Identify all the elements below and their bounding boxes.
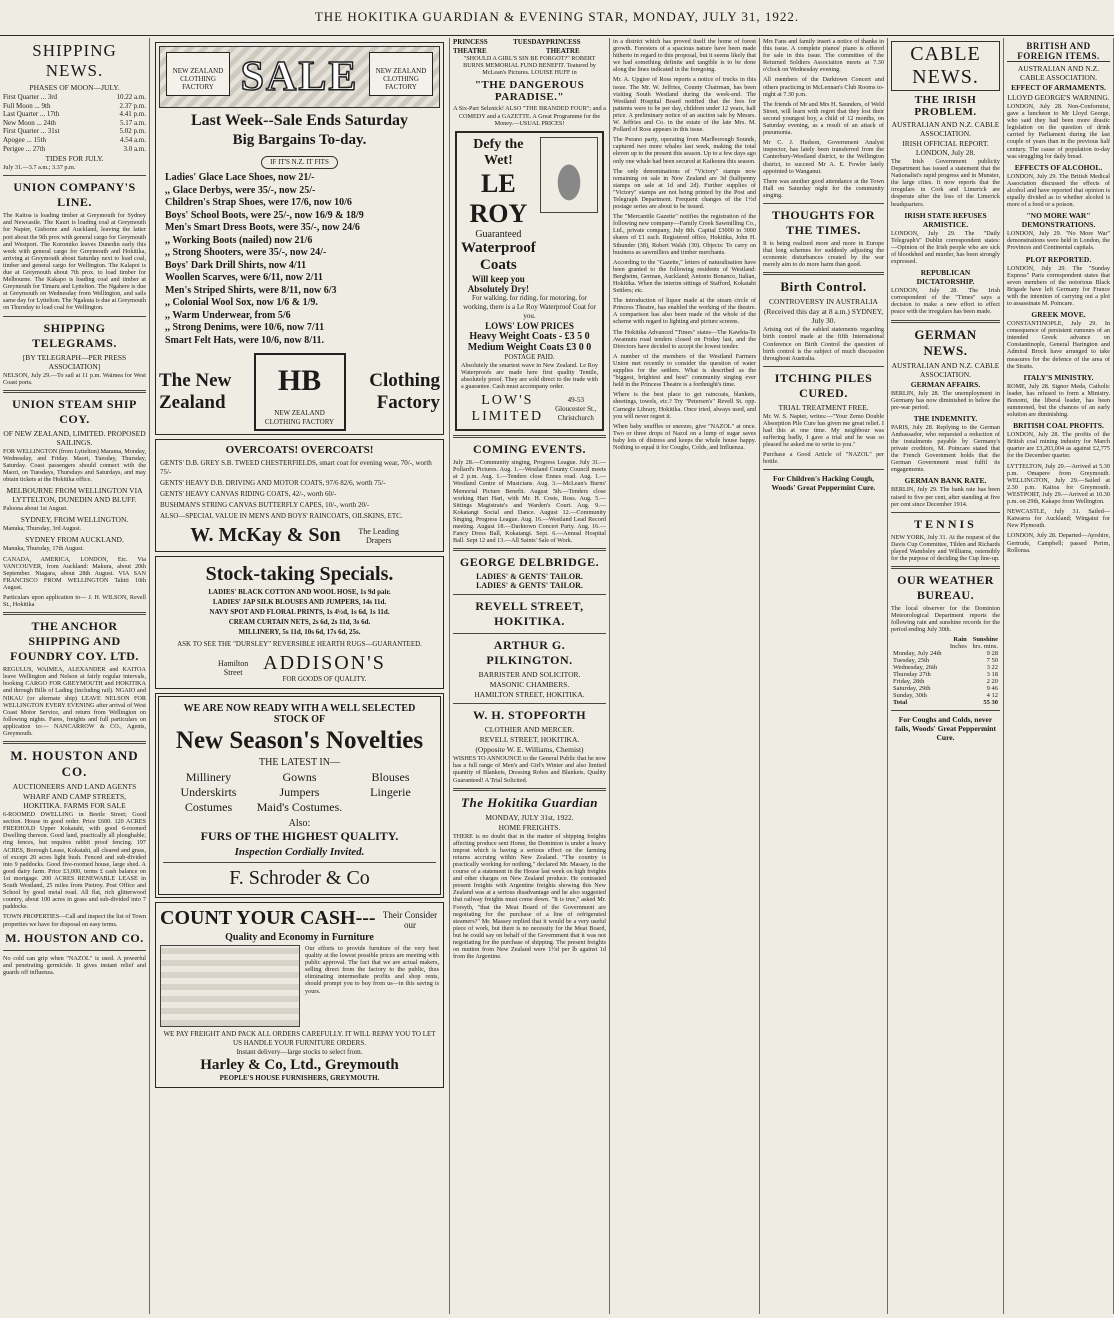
birth-control-sub2: (Received this day at 8 a.m.) SYDNEY, July 30.: [763, 307, 884, 326]
local-news-7: The introduction of liquor made at the steam circle of Princess Theatre, has enabled the working of the theatre. A comparison has also been made of the whole of the scheme with regard to lighting and picture screens.: [613, 297, 756, 326]
moon-phase-time: 10.22 a.m.: [116, 93, 146, 101]
weather-sunshine: 4 12: [986, 692, 998, 700]
theatre-title: "THE DANGEROUS PARADISE.": [474, 79, 585, 104]
delbridge-line: LADIES' & GENTS' TAILOR.: [476, 572, 583, 582]
schroder-heading: WE ARE NOW READY WITH A WELL SELECTED STOCK OF: [183, 703, 416, 725]
schroder-grid-cell: Maid's Costumes.: [256, 800, 343, 814]
armistice-text: LONDON, July 29. The "Daily Telegraph's" Dublin correspondent states:—Opinion of the Irish people who are sick of bloodshed and murder, has been strongly expressed.: [891, 229, 1000, 266]
moon-row: [3, 127, 146, 136]
local-news-11: When baby snuffles or sneezes, give "NAZOL" at once. Two or three drops of Nazol on a lump of sugar saves baby lots of distress and keeps the whole house happy. Nothing to equal it for Coughs, Colds, and Influenza.: [613, 422, 756, 451]
weather-unit-rain: Inches: [949, 643, 967, 651]
weather-row: [891, 650, 1000, 657]
schroder-name: F. Schroder & Co: [229, 867, 370, 889]
addison-street: Hamilton Street: [218, 659, 249, 677]
sale-item: Boys' Dark Drill Shirts, now 4/11: [165, 259, 307, 271]
bank-rate-heading: GERMAN BANK RATE.: [904, 476, 987, 486]
nz-clothing-sale-ad: [155, 42, 444, 435]
column-theatre-events: [450, 38, 610, 1314]
sydney-auckland-text: Manuka, Thursday, 17th August.: [3, 545, 84, 553]
leroy-small: Absolutely the smartest wave in New Zealand. Le Roy Waterproofs are made here first quality Tentile, absolutely proof. They are sold direct to the trade with a guarantee. Cash must accompany order.: [461, 361, 598, 391]
brit-heading: BRITISH AND FOREIGN ITEMS.: [1007, 41, 1110, 62]
birth-control-sub: CONTROVERSY IN AUSTRALIA: [769, 297, 878, 307]
schroder-invite: Inspection Cordially Invited.: [234, 846, 365, 858]
sale-item: ,, Warm Underwear, from 5/6: [165, 309, 291, 321]
usc-text: FOR WELLINGTON (from Lyttelton) Marama, Monday, Wednesday, and Friday. Maori, Tuesday, Thursday, Saturday. Coast passengers should connect with the Maori, on Tuesdays, Thursdays and Saturdays, and may obtain tickets at the Hokitika office.: [3, 447, 146, 484]
moon-phase-label: First Quarter ... 3rd: [3, 93, 58, 101]
stock-heading: Stock-taking Specials.: [205, 563, 394, 585]
nz-left-text: The New Zealand: [159, 370, 232, 413]
harley-heading: COUNT YOUR CASH---: [160, 907, 376, 929]
harley-delivery: Instant delivery—large stocks to select from.: [236, 1048, 363, 1056]
expert-heading: EFFECT OF ARMAMENTS.: [1011, 83, 1106, 92]
union-heading: UNION COMPANY'S LINE.: [13, 180, 136, 210]
column-advertisements: [150, 38, 450, 1314]
mckay-line-list: [160, 459, 439, 521]
masthead: [0, 0, 1114, 36]
mckay-line: GENTS' D.B. GREY S.B. TWEED CHESTERFIELDS, smart coat for evening wear, 70/-, worth 75/-: [160, 459, 432, 476]
le-roy-coats-ad: [455, 131, 604, 431]
sydney-auckland-heading: SYDNEY FROM AUCKLAND.: [25, 535, 124, 545]
weather-sunshine: 9 46: [986, 685, 998, 693]
delbridge-line: LADIES' & GENTS' TAILOR.: [476, 581, 583, 591]
schroder-grid-cell: Millinery: [185, 770, 232, 784]
weather-table: [891, 636, 1000, 706]
town-text: TOWN PROPERTIES—Call and inspect the list of Town properties we have for disposal on easy terms.: [3, 913, 146, 928]
sale-item: Children's Strap Shoes, were 17/6, now 10/6: [165, 197, 352, 208]
local-news-6: According to the "Gazette," letters of naturalisation have been granted to the following residents of Westland: Bergheim, German, Auckland; Antonio Bonanco, Italian, Hokitika. When the interim sittings of Stafford, Kokatahi Settlers; etc.: [613, 258, 756, 295]
lows-address: 49-53 Gloucester St., Christchurch: [555, 395, 597, 422]
harley-footer: PEOPLE'S HOUSE FURNISHERS, GREYMOUTH.: [219, 1074, 380, 1082]
houston-sub: AUCTIONEERS AND LAND AGENTS: [12, 782, 137, 792]
local-news-8: The Hokitika Advanced "Times" states—The Kawhia-Te Awamutu road tenders closed on Friday last, and the Directors have decided to accept the lowest tender.: [613, 328, 756, 350]
general-news-2: All members of the Darktown Concert and others practicing in McLennan's Club Rooms to-night at 7.30 p.m.: [763, 76, 884, 98]
agent-text: Particulars upon application to— J. H. WILSON, Revell St., Hokitika: [3, 593, 146, 609]
theatre-mid: TUESDAY: [513, 38, 546, 46]
anchor-heading: THE ANCHOR SHIPPING AND FOUNDRY COY. LTD.: [10, 619, 139, 664]
demo-heading: "NO MORE WAR" DEMONSTRATIONS.: [1021, 211, 1096, 230]
harley-pay: WE PAY FREIGHT AND PACK ALL ORDERS CAREFULLY. IT WILL REPAY YOU TO LET US HANDLE YOUR FURNITURE ORDERS.: [163, 1030, 436, 1047]
local-news-4: The only denominations of "Victory" stamps now remaining on sale in New Zealand are 3d (halfpenny stamps on sale at 1d and 2d). Further supplies of "Victory" stamps are not being printed by the Post and Telegraph Department. Frequent changes of the 1½d postage series are about to be issued.: [613, 167, 756, 211]
leroy-name: LE ROY: [469, 168, 528, 228]
irish-heading: THE IRISH PROBLEM.: [914, 94, 977, 118]
moon-row: [3, 93, 146, 102]
weather-row: [891, 685, 1000, 692]
sale-title: Last Week--Sale Ends Saturday: [190, 112, 409, 129]
mckay-line: ALSO—SPECIAL VALUE IN MEN'S AND BOYS' RAINCOATS, OILSKINS, ETC.: [160, 512, 403, 520]
guardian-date: MONDAY, JULY 31st, 1922.: [485, 812, 574, 822]
hb-logo-sub: NEW ZEALAND CLOTHING FACTORY: [264, 409, 335, 426]
weather-row: [891, 664, 1000, 671]
theatre-line2: A Six-Part Selznick! ALSO "THE BRANDED FOUR"; and a COMEDY and a GAZETTE. A Great Programme for the Money.—USUAL PRICES!: [453, 105, 606, 127]
sale-item: Woollen Scarves, were 6/11, now 2/11: [165, 272, 323, 283]
tides-line: July 31.—3.7 a.m.; 3.37 p.m.: [3, 164, 76, 172]
local-news-3: The Perano party, operating from Marlborough Sounds, captured two more whales last week, making the total eleven up to the present this season. Up to a few days ago only one whale had been secured at Kaikoura this season.: [613, 136, 756, 165]
stopforth-heading: W. H. STOPFORTH: [472, 708, 587, 723]
schroder-grid-cell: Lingerie: [370, 785, 411, 799]
mckay-line: GENTS' HEAVY CANVAS RIDING COATS, 42/-, worth 60/-: [160, 490, 337, 498]
moon-phase-time: 4.54 a.m.: [119, 135, 146, 144]
local-news-9: A number of the members of the Westland Farmers Union met recently to consider the question of water supplies for the settlers. What is described as the "biggest, brightest and best" community singing ever held in the Princess Theatre is a forthnight's time.: [613, 352, 756, 389]
brit-sub: AUSTRALIAN AND N.Z. CABLE ASSOCIATION.: [1017, 64, 1100, 82]
sale-banner: [159, 46, 440, 108]
schroder-sub: THE LATEST IN—: [259, 757, 340, 768]
schroder-grid-row: [163, 770, 436, 785]
coal-heading: BRITISH COAL PROFITS.: [1013, 421, 1104, 431]
german-affairs-text: BERLIN, July 28. The unemployment in Germany has now diminished to below the pre-war period.: [891, 389, 1000, 411]
plot-heading: PLOT REPORTED.: [1025, 254, 1092, 264]
schroder-grid-row: [163, 785, 436, 800]
weather-col-sunshine: Sunshine: [972, 636, 998, 644]
weather-sunshine: 3 18: [986, 671, 998, 679]
weather-day: Thursday 27th: [893, 671, 931, 679]
mckay-line: BUSHMAN'S STRING CANVAS BUTTERFLY CAPES, 10/-, worth 20/-: [160, 501, 370, 509]
itching-heading: ITCHING PILES CURED.: [774, 370, 873, 400]
mckay-heading: OVERCOATS! OVERCOATS!: [225, 444, 374, 456]
melbourne-text: Paloona about 1st August.: [3, 505, 68, 513]
irish-text: The Irish Government publicity Department has issued a statement that the Nationalist's rapid progress and in Munster, the large cities. It now reports that the irregulars in Cork and Limerick are desperate after the loss of the Limerick headquarters.: [891, 158, 1000, 208]
weather-total-rain: [947, 699, 969, 706]
schroder-title: New Season's Novelties: [175, 727, 424, 754]
leroy-sub: Guaranteed: [475, 228, 522, 240]
pilkington-sub: BARRISTER AND SOLICITOR.: [478, 670, 581, 680]
schroder-grid: [163, 770, 436, 815]
stopforth-opposite: (Opposite W. E. Williams, Chemist): [475, 745, 584, 755]
weather-sunshine: 7 50: [986, 657, 998, 665]
london-shipping-text: LONDON, July 28. Departed—Ayrshire, Gertrude, Campbell; passed Perim, Rollonsa.: [1007, 532, 1110, 554]
republican-heading: REPUBLICAN DICTATORSHIP.: [916, 268, 975, 287]
schroder-grid-cell: [345, 800, 435, 815]
general-news-3: The friends of Mr and Mrs H. Saunders, of Weld Street, will learn with regret that they lost their second youngest boy, a child of 12 months, on Saturday evening, as a result of an attack of pneumonia.: [763, 100, 884, 137]
weather-total-label: Total: [893, 699, 908, 707]
theatre-left: PRINCESS THEATRE: [453, 38, 488, 55]
sale-item: Smart Felt Hats, were 10/6, now 8/11.: [165, 334, 324, 346]
nz-right-text: Clothing Factory: [369, 370, 440, 413]
sale-tag-right: NEW ZEALAND CLOTHING FACTORY: [369, 52, 433, 96]
mckay-tag: The Leading Drapers: [358, 526, 400, 545]
stock-line: MILLINERY, 5s 11d, 10s 6d, 17s 6d, 25s.: [238, 628, 361, 636]
thoughts-heading: THOUGHTS FOR THE TIMES.: [771, 207, 875, 237]
moon-phase-time: 5.17 a.m.: [119, 118, 146, 127]
weather-rain: [947, 692, 969, 699]
weather-rain: [947, 650, 969, 657]
melbourne-heading: MELBOURNE FROM WELLINGTON VIA LYTTELTON, DUNEDIN AND BLUFF.: [6, 486, 143, 505]
armistice-heading: IRISH STATE REFUSES ARMISTICE.: [904, 210, 987, 229]
hb-logo-text: HB: [277, 364, 322, 397]
schroder-novelties-ad: [155, 693, 444, 898]
pilkington-address: HAMILTON STREET, HOKITIKA.: [474, 690, 585, 700]
mckay-line: GENTS' HEAVY D.B. DRIVING AND MOTOR COATS, 97/6 82/6, worth 75/-: [160, 479, 386, 487]
stopforth-sub: CLOTHIER AND MERCER.: [484, 725, 575, 735]
peppermint-footer: For Children's Hacking Cough, Woods' Great Peppermint Cure.: [771, 474, 876, 493]
thoughts-text: It is being realized more and more in Europe that long schemes for suddenly adjusting the economic disturbances created by the war merely aim to do more harm than good.: [763, 239, 884, 269]
revell-heading: REVELL STREET, HOKITIKA.: [475, 599, 584, 629]
coming-events-heading: COMING EVENTS.: [472, 442, 586, 457]
weather-rain: [947, 664, 969, 671]
moon-phase-label: Perigee ... 27th: [3, 144, 46, 153]
shipping-news-heading: SHIPPING NEWS.: [32, 41, 117, 80]
schroder-grid-cell: Gowns: [282, 770, 317, 784]
newcastle-text: NEWCASTLE, July 31. Sailed—Kaiwarra for Auckland; Wingatui for New Plymouth.: [1007, 508, 1110, 530]
local-news-5: The "Mercantile Gazette" notifies the registration of the following new company—Family Creek Sawmilling Co., Ltd., private company, July 8th. Capital £3000 in 3000 shares of £1 each. Registered office, Hokitika, John H. Sthunder (38), Robert Walsh (30). Objects: To carry on business as sawmillers and timber merchants.: [613, 213, 756, 256]
column-general-news: [760, 38, 888, 1314]
plot-text: LONDON, July 29. The "Sunday Express" Paris correspondent states that seven members of the notorious Black Brigade have left Germany for France with the intention of carrying out a plot to assassinate M. Poincare.: [1007, 264, 1110, 307]
tennis-text: NEW YORK, July 31. At the request of the Davis Cup Committee, Tilden and Richards played Wambsley and Williams, ostensibly for the purpose of deciding the Cup line-up.: [891, 533, 1000, 562]
local-news-1: in a district which has proved itself the home of forest growth. Foresters of a spacious nature have been made hitherto in regard to this proposal, but it seems likely that we had something definite and tangible is to be done along the lines indicated in the foregoing.: [613, 38, 756, 74]
anchor-text: REGULUS, WAIMEA, ALEXANDER and KAITOA leave Wellington and Nelson at fairly regular intervals, booking CARGO FOR GREYMOUTH and HOKITIKA and through Bills of Lading (including rail). NGAIO and NIKAU (or alternate ship) LEAVE NELSON FOR WELLINGTON EVERY EVENING after arrival of West Coast Motor Service, and return from Wellington on following nights. Fares, freights and full particulars on application to:— NANCARROW & CO., Agents, Greymouth.: [3, 666, 146, 737]
addison-stocktaking-ad: [155, 556, 444, 689]
weather-row: [891, 657, 1000, 664]
sale-item: Boys' School Boots, were 25/-, now 16/9 & 18/9: [165, 209, 364, 221]
weather-row: [891, 692, 1000, 699]
horse-rider-illustration: [540, 137, 598, 213]
lows-limited: LOW'S LIMITED: [471, 393, 544, 425]
moon-phase-label: First Quarter ... 31st: [3, 127, 60, 136]
schroder-grid-cell: Blouses: [371, 770, 410, 784]
houston-sub2: WHARF AND CAMP STREETS, HOKITIKA. FARMS FOR SALE: [22, 792, 127, 811]
moon-row: [3, 145, 146, 154]
stock-line: LADIES' JAP SILK BLOUSES AND JUMPERS, 14s 11d.: [212, 598, 387, 606]
republican-text: LONDON, July 28. The Irish correspondent of the "Times" says a decision to make a new effort to effect peace with the irregulars has been made.: [891, 287, 1000, 316]
expert-sub: LLOYD GEORGE'S WARNING.: [1007, 93, 1110, 102]
stopforth-text: WISHES TO ANNOUNCE to the General Public that he now has a full range of Men's and Girl's Winter and also limited quantity of Blankets, Dressing Robes and Blankets. Quality Guaranteed! A Trial Solicited.: [453, 755, 606, 784]
telegrams-heading: SHIPPING TELEGRAMS.: [32, 320, 117, 350]
weather-rain: [947, 671, 969, 678]
moon-phase-label: Apogee ... 15th: [3, 135, 46, 144]
weather-day: Wednesday, 26th: [893, 664, 938, 672]
moon-phase-time: 4.41 p.m.: [119, 110, 146, 119]
lyttelton-text: LYTTELTON, July 29.—Arrived at 5.30 p.m. Omapere from Greymouth. WELLINGTON, July 29.—Sailed at 2.30 p.m. Kaitoa for Greymouth. WESTPORT, July 29.—Arrived at 10.30 p.m. on 29th, Kakapo from Wellington.: [1007, 462, 1110, 506]
stock-line: LADIES' BLACK COTTON AND WOOL HOSE, 1s 9d pair.: [208, 588, 391, 596]
alcohol-heading: EFFECTS OF ALCOHOL.: [1014, 162, 1103, 172]
stock-line-list: [160, 588, 439, 637]
general-news-1: Mrs Fans and family insert a notice of thanks in this issue. A complete pianos' piano is offered for sale in this issue. The committee of the Returned Soldiers Association meets at 7.30 o'clock on Wednesday evening.: [763, 38, 884, 74]
weather-row: [891, 678, 1000, 685]
harley-name: Harley & Co, Ltd., Greymouth: [200, 1057, 399, 1073]
irish-sub2: IRISH OFFICIAL REPORT. LONDON, July 28.: [902, 139, 989, 157]
moon-phase-label: New Moon ... 24th: [3, 118, 56, 127]
schroder-grid-cell: Underskirts: [180, 785, 237, 799]
furniture-illustration: [160, 945, 300, 1027]
weather-day: Saturday, 29th: [893, 685, 931, 693]
moon-row: [3, 102, 146, 111]
local-news-2: Mr. A. Upgiee of Ross reports a notice of trucks in this issue. The Mr. W. Jeffries, County Chairman, has been visiting South Westland during the week-end. The Westland Hospital Board notified that the fees for patients were to be per day, children under 12 years, half price. A preliminary notice of an auction sale by Messrs. W. Jeffries and Co. in the estate of the late Mrs. M. Pollard of Ross appears in this issue.: [613, 76, 756, 134]
demo-text: LONDON, July 29. "No More War" demonstrations were held in London, the Provinces and Continental capitals.: [1007, 230, 1110, 252]
leroy-heavy: Heavy Weight Coats - £3 5 0: [469, 330, 590, 342]
moon-heading: PHASES OF MOON—JULY.: [29, 83, 120, 92]
telegrams-sub: [BY TELEGRAPH—PER PRESS ASSOCIATION]: [22, 352, 127, 371]
cable-news-heading: CABLE NEWS.: [891, 41, 1000, 91]
union-text: The Kaitoa is loading timber at Greymouth for Sydney and Newcastle. The Kauri is loading coal at Greymouth for Napier, Gisborne and Auckland, leaving the latter port about the 9th prox with general cargo for Greymouth and Westport. The Koromiko leaves Dunedin early this week with general cargo for Greymouth and Hokitika, arriving at Greymouth about Saturday next to load coal, timber and general cargo for Wellington. The Kalapoi is due at Greymouth about 7th prox. to load timber for Melbourne. The Kakapo is loading coal and timber at Greymouth for Timaru and Lyttelton. The Ngahere is due at Greymouth on Wednesday from Wellington, and sails same day for Lyttelton. The Ngakuta is due at Greymouth on Thursday to load coal for Wellington.: [3, 212, 146, 312]
stock-line: CREAM CURTAIN NETS, 2s 6d, 2s 11d, 3s 6d.: [228, 618, 371, 626]
tides-heading: TIDES FOR JULY.: [45, 154, 104, 164]
expert-text: LONDON, July 28. Non-Conformist, gave a luncheon to Mr Lloyd George, who said they had been more drastic legislation on the question of drink carried by Parliament during the last couple of years than in the previous half century. The cause of population to-day was struggling for daily bread.: [1007, 103, 1110, 160]
itching-text: Mr. W. S. Napier, writes:—"Your Zemo Double Absorption Pile Cure has given me great relief. I had this at one time. My neighbour was suffering badly, I gave a trial and he was so pleased he asked me to write to you.": [763, 412, 884, 449]
stock-line: NAVY SPOT AND FLORAL PRINTS, 1s 4½d, 1s 6d, 1s 11d.: [209, 608, 390, 616]
moon-phase-time: 5.02 p.m.: [119, 127, 146, 136]
weather-heading: OUR WEATHER BUREAU.: [897, 573, 994, 603]
tennis-heading: TENNIS: [914, 516, 977, 531]
column-local-news: [610, 38, 760, 1314]
column-british-foreign: [1004, 38, 1114, 1314]
sale-tag-left: NEW ZEALAND CLOTHING FACTORY: [166, 52, 230, 96]
stock-also: ASK TO SEE THE "DURSLEY" REVERSIBLE HEARTH RUGS—GUARANTEED.: [177, 640, 422, 648]
houston-text: 6-ROOMED DWELLING in Beetle Street; Good section. House in good order. Price £600. 120 ACRES FREEHOLD Upper Kokatahi, with good 6-roomed Dwelling thereon. Good land, practically all ploughable; ring fences, but requires rabbit proof fencing. 197 ACRES, Borough Lease, Kokatahi, all cleared and grass, of except 20 acres light bush. Fenced and sub-divided into 9 paddocks. Good five-roomed house, large shed. A good dairy farm. Price £3,000, terms £ cash balance on 1st mortgage. 200 ACRES RENEWABLE LEASE in South Westland, 25 miles from Pietroy. Post Office and School by good metal road. All flat, rich glitterwood country, about 100 acres in grass and sub-divided into 7 paddocks.: [3, 811, 146, 911]
schroder-grid-cell: Jumpers: [279, 785, 320, 799]
moon-row: [3, 110, 146, 119]
leroy-heading: Defy the Wet!: [473, 136, 524, 168]
weather-day: Monday, July 24th: [893, 650, 942, 658]
guardian-title: The Hokitika Guardian: [461, 794, 598, 810]
weather-sunshine: 3 22: [986, 664, 998, 672]
coal-text: LONDON, July 28. The profits of the British coal mining industry for March quarter are £3,203,004 as against £2,775 for the December quarter.: [1007, 431, 1110, 460]
leroy-dry: Will keep you Absolutely Dry!: [467, 273, 529, 294]
addison-sub: FOR GOODS OF QUALITY.: [282, 675, 367, 683]
sale-item-list: [159, 172, 440, 347]
guardian-sub: HOME FREIGHTS.: [498, 822, 561, 832]
sydney-wellington-text: Manuka, Thursday, 3rd August.: [3, 525, 82, 533]
greek-heading: GREEK MOVE.: [1031, 310, 1086, 320]
itching-sub: TRIAL TREATMENT FREE.: [778, 402, 869, 412]
italy-text: ROME, July 28. Signor Meda, Catholic leader, has refused to form a Ministry. Bonomi, the liberal leader, has been summoned, but the chances of an early solution are diminishing.: [1007, 382, 1110, 419]
italy-heading: ITALY'S MINISTRY.: [1023, 372, 1094, 382]
harley-text: Our efforts to provide furniture of the very best quality at the lowest possible prices are meeting with public approval. The fact that we are actual makers, selling direct from the factory to the public, thus eliminating intermediate profits and shop rents, should prompt you to buy from us—in this saving is yours.: [305, 945, 439, 995]
moon-row: [3, 119, 146, 128]
general-news-4: Mr C. J. Hudson, Government Analyst inspector, has lately been transferred from the Canterbury-Westland district, to the Wellington district, to succeed Mr A. E. Fowler lately appointed to Wanganui.: [763, 139, 884, 175]
indemnity-text: PARIS, July 28. Replying to the German Ambassador, who requested a reduction of the instalments payable by Germany's private creditors, M. Poincare stated that the French Government holds that the German Government must fulfil its engagements.: [891, 423, 1000, 474]
weather-day: Tuesday, 25th: [893, 657, 930, 665]
sale-item: ,, Strong Shooters, were 35/-, now 24/-: [165, 247, 327, 258]
moon-phase-time: 2.37 p.m.: [119, 101, 146, 110]
masthead-title: THE HOKITIKA GUARDIAN & EVENING STAR, MONDAY, JULY 31, 1922.: [314, 9, 800, 24]
guardian-editorial-text: THERE is no doubt that in the matter of shipping freights affecting produce sent Home, the Dominion is under a heavy impost which is having a serious effect on the farming returns accruing within New Zealand. "The country is practically working for nothing," declared Mr. Massey, in the course of a statement in the House last week on high freights and other charges on New Zealand produce. He contrasted present freights with Argentine freights showing this New Zealand was at a serious disadvantage and he also suggested that railway freights must come down. "It is true," asked Mr. Forsyth, "that the Meat Board of the Government are negotiating for the purchase of a line of refrigerated steamers?" Mr. Massey replied that it would be a very useful piece of work, but there is no necessity for the Meat Board, but he could say on behalf of the Government that it was not negotiating for the purchase of shipping. The present freights on mutton from New Zealand were 1½d per lb against 1d from the Argentine.: [453, 832, 606, 961]
weather-text: The local observer for the Dominion Meteorological Department reports the following rain and sunshine records for the period ending July 30th.: [891, 605, 1000, 634]
sale-item: Ladies' Glace Lace Shoes, now 21/-: [165, 172, 315, 183]
usc-sub: OF NEW ZEALAND, LIMITED. PROPOSED SAILINGS.: [3, 428, 146, 447]
pilkington-heading: ARTHUR G. PILKINGTON.: [486, 638, 573, 668]
addison-name: ADDISON'S: [263, 652, 386, 674]
schroder-furs: FURS OF THE HIGHEST QUALITY.: [200, 829, 399, 843]
sale-item: Men's Striped Shirts, were 8/11, now 6/3: [165, 284, 337, 296]
mckay-name: W. McKay & Son: [190, 524, 341, 546]
harley-sub: Quality and Economy in Furniture: [225, 932, 374, 943]
leroy-wear: For walking, for riding, for motoring, for working, there is a Le Roy Waterproof Coat for you.: [463, 293, 596, 320]
weather-sunshine: 9 28: [986, 650, 998, 658]
column-cable-news: [888, 38, 1004, 1314]
schroder-grid-cell: Costumes: [184, 800, 233, 814]
moon-row: [3, 136, 146, 145]
sale-item: ,, Glace Derbys, were 35/-, now 25/-: [165, 184, 316, 196]
moon-table: [3, 93, 146, 153]
bank-rate-text: BERLIN, July 29. The bank rate has been raised to five per cent, after standing at five per cent since December 1914.: [891, 486, 1000, 508]
harley-furniture-ad: [155, 902, 444, 1088]
pilkington-sub2: MASONIC CHAMBERS.: [489, 680, 570, 690]
sale-fits-badge: IF IT'S N.Z. IT FITS: [261, 156, 338, 169]
weather-row: [891, 671, 1000, 678]
peppermint-footer-2: For Coughs and Colds, never fails, Woods' Great Peppermint Cure.: [895, 715, 996, 743]
sydney-wellington-heading: SYDNEY, FROM WELLINGTON.: [20, 515, 129, 525]
irish-sub: AUSTRALIAN AND N.Z. CABLE ASSOCIATION.: [891, 120, 1000, 138]
moon-phase-label: Last Quarter ... 17th: [3, 110, 60, 119]
weather-rain: [947, 685, 969, 692]
birth-control-text: Arising out of the eabled statements regarding birth control made at the fifth International Conference on Birth Control the question of birth control is the subject of much discussion throughout Australia.: [763, 326, 884, 362]
canada-text: CANADA, AMERICA, LONDON, Etc. Via VANCOUVER, from Auckland: Makura, about 20th September. Niagara, about 28th August. VIA SAN FRANCISCO FROM WELLINGTON Tahiti 10th August.: [3, 555, 146, 591]
nazol-text: No cold can grip when "NAZOL" is used. A powerful and penetrating germicide. It gives instant relief and guards off influenza.: [3, 954, 146, 976]
stopforth-address: REVELL STREET, HOKITIKA.: [479, 735, 580, 745]
coming-events-text: July 28.—Community singing, Progress League. July 31.—Pollard's Pictures. Aug. 1.—Westland County Council meets at 2 p.m. Aug. 1.—Tenders close Ennes road. Aug. 1.—Westland Centre of Musicians. Aug. 3.—McLean's Burns' Memorial Picture Benefit. August 5th.—Tenders close working Hari Hari, with Mr. H. Costs, Ross. Aug. 5.—Sittings Magistrate's and Warden's Court. Aug. 9.—Kokatangi Social and Dance. August 12.—Community Singing, Progress League. Aug. 16.—Westland Lead Record meeting. August 18.—Darktown Concert Party. Aug. 16.—Fancy Dress Ball, Kokatangi. Sept. 6.—Annual Hospital Ball. Sept 12 and 13.—All Saints' Sale of Work.: [453, 459, 606, 545]
weather-col-rain: Rain: [953, 636, 967, 644]
moon-phase-label: Full Moon ... 9th: [3, 101, 51, 110]
weather-rain: [947, 678, 969, 685]
leroy-post: POSTAGE PAID.: [504, 352, 555, 361]
mckay-overcoats-ad: [155, 439, 444, 552]
moon-phase-time: 3.0 a.m.: [123, 144, 146, 153]
theatre-line1: "SHOULD A GIRL'S SIN BE FORGOT?" ROBERT BURNS MEMORIAL FUND BENEFIT. Teatured by McLean's Pictures. LOUISE HUFF in: [463, 55, 596, 77]
hb-logo: [254, 353, 346, 431]
houston-heading: M. HOUSTON AND CO.: [10, 748, 139, 780]
weather-day: Friday, 28th: [893, 678, 925, 686]
schroder-grid-row: [163, 800, 436, 815]
delbridge-line-list: [453, 572, 606, 590]
indemnity-heading: THE INDEMNITY.: [913, 413, 978, 423]
sale-banner-word: SALE: [240, 54, 359, 100]
nazol-purchase-text: Purchase a Good Article of "NAZOL" per bottle.: [763, 451, 884, 466]
weather-rain: [947, 657, 969, 664]
sale-item: Men's Smart Dress Boots, were 35/-, now 24/6: [165, 222, 360, 233]
sale-item: ,, Colonial Wool Sox, now 1/6 & 1/9.: [165, 297, 318, 308]
weather-unit-sunshine: hrs. mins.: [972, 643, 998, 651]
usc-heading: UNION STEAM SHIP COY.: [12, 396, 137, 426]
delbridge-heading: GEORGE DELBRIDGE.: [459, 555, 600, 570]
general-news-5: There was another good attendance at the Town Hall on Saturday night for the community singing.: [763, 177, 884, 199]
local-news-10: Where is the best place to get raincoats, blankets, sheetings, towels, etc.? Try "Petersen's" Revell St. opp. Carnegie Library, Hokitika. Once tried, always used, and you will never regret it.: [613, 391, 756, 420]
houston-footer: M. HOUSTON AND CO.: [5, 930, 144, 945]
weather-day: Sunday, 30th: [893, 692, 927, 700]
theatre-right: PRINCESS THEATRE: [545, 38, 581, 55]
sale-item: ,, Strong Denims, were 10/6, now 7/11: [165, 322, 325, 333]
leroy-medium: Medium Weight Coats £3 0 0: [467, 341, 592, 353]
harley-heading2: Their Consider our: [382, 910, 438, 930]
german-news-sub: AUSTRALIAN AND N.Z. CABLE ASSOCIATION.: [891, 360, 1000, 379]
german-news-heading: GERMAN NEWS.: [914, 326, 977, 358]
telegrams-text: NELSON, July 29.—To sail at 11 p.m. Waimea for West Coast ports.: [3, 371, 146, 386]
birth-control-heading: Birth Control.: [780, 279, 867, 295]
column-shipping: [0, 38, 150, 1314]
leroy-coats: Waterproof Coats: [461, 239, 536, 273]
greek-text: CONSTANTINOPLE, July 29. In consequence of persistent rumours of an intended Greek advance on Constantinople, General Harington and Admiral Brock have arranged to take measures for the defence of the area of the Straits.: [1007, 320, 1110, 370]
weather-total-sunshine: 55 30: [983, 699, 998, 707]
leroy-prices: LOWS' LOW PRICES: [485, 320, 574, 331]
sale-item: ,, Working Boots (nailed) now 21/6: [165, 234, 313, 246]
german-affairs-heading: GERMAN AFFAIRS.: [910, 379, 981, 389]
sale-subtitle: Big Bargains To-day.: [232, 132, 367, 148]
alcohol-text: LONDON, July 29. The British Medical Association discussed the effects of alcohol and have reported that opinion is equally divided as to whether alcohol is more of a food or a poison.: [1007, 172, 1110, 209]
schroder-also: Also:: [288, 818, 311, 829]
weather-sunshine: 2 20: [986, 678, 998, 686]
